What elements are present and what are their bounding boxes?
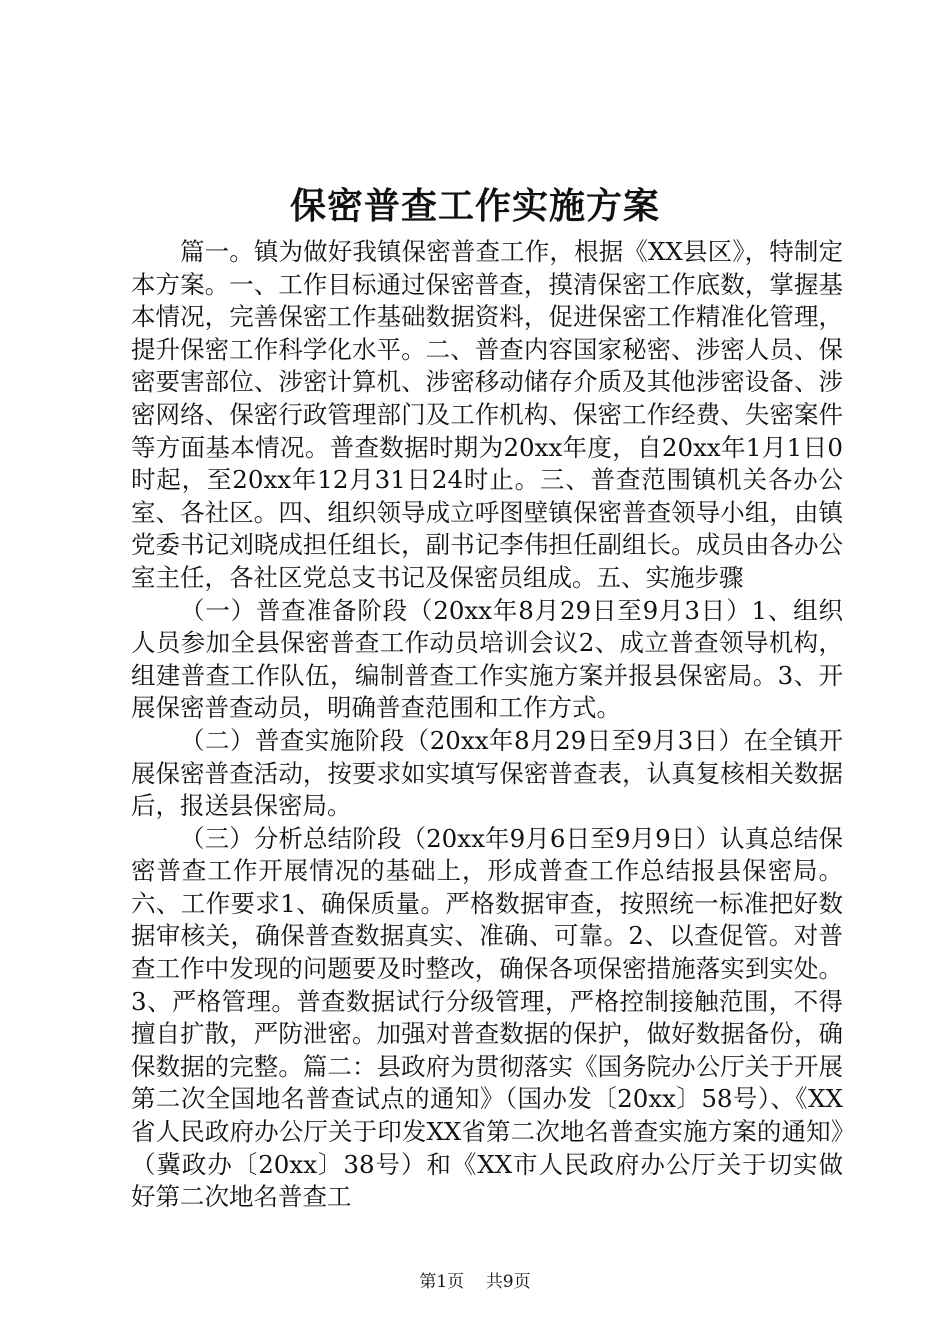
page-number: 第1页 <box>419 1272 465 1292</box>
page-total: 共9页 <box>485 1272 531 1292</box>
page-footer <box>0 1270 950 1294</box>
document-body <box>131 236 843 1214</box>
footer-spacer <box>470 1272 481 1292</box>
paragraph: （一）普查准备阶段（20xx年8月29日至9月3日）1、组织人员参加全县保密普查工作动员培训会议2、成立普查领导机构，组建普查工作队伍，编制普查工作实施方案并报县保密局。3、开展保密普查动员，明确普查范围和工作方式。 <box>131 595 843 723</box>
paragraph: （二）普查实施阶段（20xx年8月29日至9月3日）在全镇开展保密普查活动，按要求如实填写保密普查表，认真复核相关数据后，报送县保密局。 <box>131 725 843 821</box>
paragraph: 篇一。镇为做好我镇保密普查工作，根据《XX县区》，特制定本方案。一、工作目标通过保密普查，摸清保密工作底数，掌握基本情况，完善保密工作基础数据资料，促进保密工作精准化管理，提升保密工作科学化水平。二、普查内容国家秘密、涉密人员、保密要害部位、涉密计算机、涉密移动储存介质及其他涉密设备、涉密网络、保密行政管理部门及工作机构、保密工作经费、失密案件等方面基本情况。普查数据时期为20xx年度，自20xx年1月1日0时起，至20xx年12月31日24时止。三、普查范围镇机关各办公室、各社区。四、组织领导成立呼图壁镇保密普查领导小组，由镇党委书记刘晓成担任组长，副书记李伟担任副组长。成员由各办公室主任，各社区党总支书记及保密员组成。五、实施步骤 <box>131 237 843 592</box>
paragraph: （三）分析总结阶段（20xx年9月6日至9月9日）认真总结保密普查工作开展情况的基础上，形成普查工作总结报县保密局。六、工作要求1、确保质量。严格数据审查，按照统一标准把好数据审核关，确保普查数据真实、准确、可靠。2、以查促管。对普查工作中发现的问题要及时整改，确保各项保密措施落实到实处。3、严格管理。普查数据试行分级管理，严格控制接触范围，不得擅自扩散，严防泄密。加强对普查数据的保护，做好数据备份，确保数据的完整。篇二：县政府为贯彻落实《国务院办公厅关于开展第二次全国地名普查试点的通知》（国办发〔20xx〕58号）、《XX省人民政府办公厅关于印发XX省第二次地名普查实施方案的通知》（冀政办〔20xx〕38号）和《XX市人民政府办公厅关于切实做好第二次地名普查工 <box>131 823 843 1212</box>
document-title: 保密普查工作实施方案 <box>289 185 660 227</box>
